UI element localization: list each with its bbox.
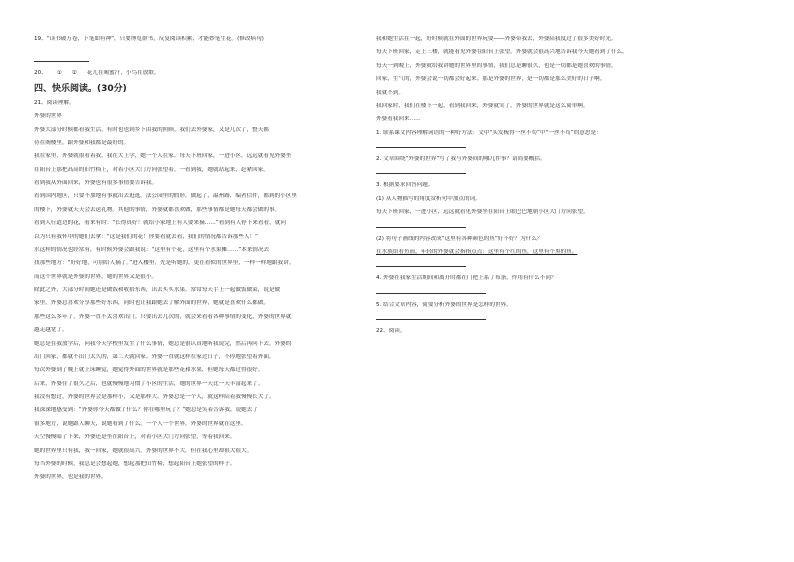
answer-line-19 xyxy=(34,57,89,62)
passage-line: 我和她生活在一起，好时候就在外面的世界玩耍——外婆带我去，外婆陪我度过了很多美好时光。 xyxy=(376,36,617,42)
answer-line-2 xyxy=(376,169,466,174)
passage-line: 外婆的世界，也是我的世界。 xyxy=(34,474,107,481)
passage-line: 那些这么多年了，外婆一直不太喜欢出门。只要出去几次的，就会来看看各种事情的变化，外婆的世界就 xyxy=(34,313,292,320)
passage-line: 回家，生气的，外婆会说一切都会好起来。那是外婆的世界，是一切都是那么美好的日子啊。 xyxy=(376,76,606,83)
q20-circle-1: ① xyxy=(56,70,62,77)
passage-title: 外婆的世界 xyxy=(34,113,62,120)
left-column xyxy=(34,36,372,488)
passage-line: 每当外婆的时候，我总是会想起她，想起那把旧竹椅，想起阳台上她张望的样子。 xyxy=(34,460,236,467)
question-21-label: 21、阅读理解。 xyxy=(34,99,75,106)
passage-line: 外婆看我回来…… xyxy=(376,116,421,123)
q20-circle-2: ② xyxy=(71,70,77,77)
question-2: 2. 文章围绕“外婆的世界”写了我与外婆间的哪几件事？请简要概括。 xyxy=(376,156,546,162)
passage-line: 后来，外婆住了很久之后，也就慢慢地习惯了小区的生活，她的世界一天比一天丰富起来了。 xyxy=(34,380,264,387)
question-3: 3. 根据要求回答问题。 xyxy=(376,182,434,189)
passage-line: 除此之外，大部分时间她还是做饭和收拾东西，出去买买水果。常常每天手上一起做饭做菜，说是做 xyxy=(34,287,281,293)
passage-line: 每天一到晚上，外婆就给我讲她的世界里的事情，我们总是聊很久，也是一切都是她喜欢的事情。 xyxy=(376,62,617,69)
question-3-quote-2: 在水族馆看鱼前，年轻的外婆就会指指点点：这里有个红的鱼，这里有个黑的鱼。 xyxy=(376,248,578,255)
q20-text: 花儿在喝蜜汁，小鸟在放歌。 xyxy=(86,70,160,77)
passage-line: 待在阁楼里，跟外婆和我都是最好的。 xyxy=(34,139,130,146)
passage-line: 天空慢慢暗了下来，外婆还是坐在阳台上，对着小区大门方向张望，等着我回来。 xyxy=(34,434,236,441)
section-heading: 四、快乐阅读。(30分) xyxy=(34,83,127,94)
question-4: 4. 外婆在我家生活期间和离开时都在门把上系了布条，作用有什么不同？ xyxy=(376,275,557,282)
answer-line-1 xyxy=(376,143,466,148)
passage-line: 的楼下，外婆就天天会去送礼物。其他的事情，外婆就都喜欢做，那些事情都是她每天都会做的事。 xyxy=(34,206,281,213)
passage-line: 每天下班回家，走上三楼，就能看见外婆在阳台上张望。外婆就会很高兴地告诉我今天她看到了什么。 xyxy=(376,49,628,56)
passage-line: 以为只有我怀中的她们去拿：“这是我们的花！你要看就去看，我们的情况都告诉那些人！” xyxy=(34,233,258,240)
passage-line: 外婆大部分时候都看我生活，有时也也到乡下由我的照顾。我们去外婆家，又是几次了，整天都 xyxy=(34,126,269,133)
passage-line: 越走越宽了。 xyxy=(34,327,68,334)
passage-line: 我回家时，我们在楼下一起，看到我回来，外婆就笑了。外婆的世界就是这么简单啊。 xyxy=(376,102,589,109)
passage-line: 看到国内地区，只要不加地有事就出去逛逛。法公园里的假形，做起了，温州路，编者信件，都到的小区里 xyxy=(34,193,297,200)
right-column xyxy=(376,36,702,341)
answer-line-3a xyxy=(376,223,466,228)
passage-line: 我没有想过，外婆的世界会是那样小，又是那样大。外婆总是一个人，就这样陪着我慢慢长大了。 xyxy=(34,394,275,400)
question-3-part-1: (1) 从人物描写的角度赏析句中加点的词。 xyxy=(376,195,481,202)
passage-line: 找那些地方：“好好地，可别给人摘了。”进入楼里，先是听她的，更在看似的世界里，一样一样地跟我讲。 xyxy=(34,260,295,267)
question-22: 22、阅读。 xyxy=(376,328,406,334)
passage-line: 她总是在我放学后，问我今天学校里发生了什么事情，她总是很认真地听我说完，然后再问下去。外婆的 xyxy=(34,340,292,347)
q20-number: 20、 xyxy=(34,70,47,77)
passage-line: 在阳台上那把高高的旧竹椅上，对着小区大门方向张望着。一看到我，她就站起来，赶紧回家。 xyxy=(34,166,269,173)
question-1: 1. 联系课文内容理解词语的一种好方法：文中“头发梳得一丝不苟”中“一丝不苟”的意思是： xyxy=(376,129,602,136)
answer-line-5 xyxy=(376,315,486,320)
passage-line: 看到我从外面回来，外婆也有很多事情要告诉我。 xyxy=(34,180,158,186)
passage-line: 很多地方，说她跟人聊天，说她看到了什么。一个人一个世界，外婆的世界就在这里。 xyxy=(34,420,247,427)
question-20 xyxy=(34,70,372,77)
question-3-part-2: (2) 将句子画线的内容改成“这里有各种颜色的鱼”好不好？为什么？ xyxy=(376,235,543,242)
passage-line: 看到人行道边的花，看来有时：“长得真好！就给小家地上有人要来摘……”看到有人停下来看看，就问 xyxy=(34,220,286,227)
passage-line: 我就不到。 xyxy=(376,89,404,96)
question-3-quote-1: 每天下班回家，一进小区，远远就看见外婆坐在阳台上眼巴巴地朝小区大门方向张望。 xyxy=(376,209,589,216)
passage-line: 出门回家，都就不出门太久的，第二天就回家。外婆一直就这样在家过日子，不停地张望着外面。 xyxy=(34,353,275,360)
answer-line-4 xyxy=(376,289,486,294)
passage-line: 而这个世界就是外婆的世界，她的世界又是很小。 xyxy=(34,273,158,280)
question-5: 5. 结合文章内容，简要分析外婆的世界是怎样的世界。 xyxy=(376,301,512,308)
passage-line: 家里，外婆总喜欢分享那些好东西，同时也让我跟她去了解外面的世界，她就是喜欢什么都做。 xyxy=(34,300,269,307)
passage-line: 她的世界里只有我，我一回家，她就很高兴。外婆的世界不大，但在我心里却很大很大。 xyxy=(34,447,253,454)
answer-line-3b xyxy=(376,262,466,267)
passage-line: 每次外婆到了晚上就上床睡觉，她觉得外面的世界就是那些花和水果，但她每天都过得很好。 xyxy=(34,367,264,374)
passage-line: 我在家里，外婆就很看着我。我在大上学，她一个人在家。每天下班回家，一进小区，远远就看见外婆坐 xyxy=(34,153,292,160)
passage-line: 我深深地感受到：“外婆你今天都做了什么？你在哪里玩了？”她总是笑着告诉我，说她去了 xyxy=(34,407,258,414)
question-19: 19、“读书破万卷，下笔如有神”，只要博览群书，反复阅读积累，才能妙笔生花。(修改病句) xyxy=(34,36,264,42)
passage-line: 水这样的情况也经常有，有时候外婆会跟我说：“这里有个花，这里有个水果摊……”本来情况去 xyxy=(34,246,270,253)
